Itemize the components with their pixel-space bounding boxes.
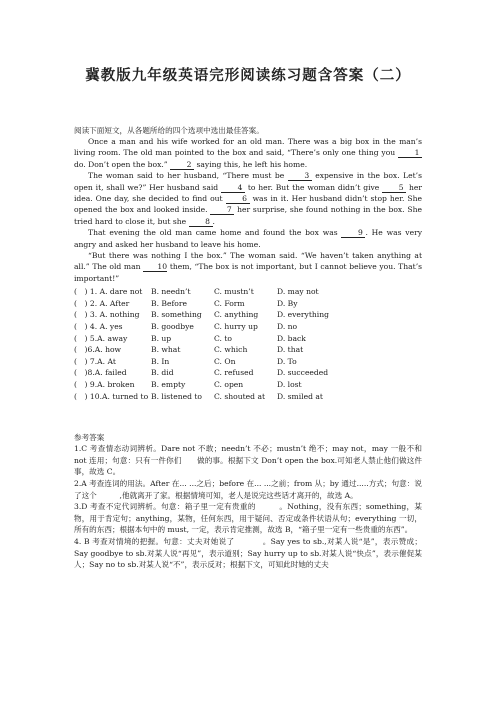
text: was in it. Her husband didn’t stop her. She opened the box and looked inside. xyxy=(74,194,422,215)
option-question: ( ) 4. A. yes xyxy=(74,322,123,332)
text: Once a man and his wife worked for an old man. There was a big box in the man’s living room. The old man pointed to the box and said, “There’s only one thing you xyxy=(74,137,422,158)
blank-7: 7 xyxy=(210,205,234,215)
option-row-6 xyxy=(74,344,422,356)
blank-9: 9 xyxy=(341,228,365,238)
option-d: D. lost xyxy=(277,380,302,390)
instruction: 阅读下面短文，从各题所给的四个选项中选出最佳答案。 xyxy=(74,126,264,135)
option-question: ( ) 9.A. broken xyxy=(74,380,135,390)
option-b: B. up xyxy=(151,333,172,343)
answer-3: 3.D 考查不定代词辨析。句意：箱子里一定有贵重的 。Nothing，没有东西；something，某物，用于肯定句；anything，某物，任何东西，用于疑问、否定或条件状语从句；everything 一切，所有的东西；根据本句中的 must, 一定，表示肯定推测，故选 B，“箱子里一定有一些贵重的东西”。 xyxy=(74,502,422,535)
option-d: D. everything xyxy=(277,310,329,320)
text: to her. But the woman didn’t give xyxy=(247,182,380,192)
option-row-1 xyxy=(74,286,422,298)
blank-1: 1 xyxy=(398,148,422,158)
option-c: C. On xyxy=(214,356,236,366)
option-question: ( ) 2. A. After xyxy=(74,298,130,308)
option-c: C. to xyxy=(214,333,232,343)
option-question: ( ) 7.A. At xyxy=(74,356,116,366)
option-c: C. hurry up xyxy=(214,322,258,332)
option-question: ( ) 5.A. away xyxy=(74,333,128,343)
option-row-2 xyxy=(74,298,422,310)
option-c: C. Form xyxy=(214,298,245,308)
text: ，表示赞成；Say goodbye to sb.对某人说“再见”，表示道别；Say hurry up to sb.对某人说“快点”，表示催促某人；Say no to sb.对某人说“不”，表示反对；根据下文，可知此时她的丈夫 xyxy=(74,536,423,570)
option-b: B. something xyxy=(151,310,202,320)
text: “But there was nothing I the box.” The woman said. “We haven’t taken anything at all.” The old man xyxy=(74,251,422,272)
option-row-9 xyxy=(74,379,422,391)
passage-paragraph-2 xyxy=(74,170,422,227)
option-d: D. back xyxy=(277,333,306,343)
option-c: C. shouted at xyxy=(214,391,266,401)
text: 4. B 考查对情境的把握。句意：丈夫对她说了 xyxy=(74,536,235,546)
blank-10: 10 xyxy=(143,262,167,272)
option-c: C. which xyxy=(214,345,248,355)
text: saying this, he left his home. xyxy=(196,159,308,169)
option-c: C. mustn’t xyxy=(214,287,254,297)
passage-paragraph-1 xyxy=(74,136,422,170)
option-d: D. may not xyxy=(277,287,319,297)
blank-6: 6 xyxy=(226,194,250,204)
option-c: C. refused xyxy=(214,368,254,378)
option-row-5 xyxy=(74,333,422,345)
option-row-3 xyxy=(74,309,422,321)
option-question: ( ) 3. A. nothing xyxy=(74,310,140,320)
passage-paragraph-3 xyxy=(74,227,422,250)
option-b: B. listened to xyxy=(151,391,202,401)
option-row-4 xyxy=(74,321,422,333)
option-row-8 xyxy=(74,367,422,379)
options-list xyxy=(74,286,422,402)
blank-2: 2 xyxy=(170,160,194,170)
passage-paragraph-4 xyxy=(74,250,422,284)
document-title: 冀教版九年级英语完形阅读练习题含答案（二） xyxy=(85,67,411,84)
answer-1: 1.C 考查情态动词辨析。Dare not 不敢；needn’t 不必；mustn’t 绝不；may not，may 一般不和 not 连用；句意：只有一件你们 做的事。根据下文 Don’t open the box.可知老人禁止他们做这件事，故选 C。 xyxy=(74,444,422,477)
blank-5: 5 xyxy=(382,183,406,193)
option-d: D. To xyxy=(277,356,297,366)
option-row-10 xyxy=(74,391,422,403)
option-question: ( ) 10.A. turned to xyxy=(74,391,149,401)
answer-2: 2.A 考查连词的用法。After 在... ...之后；before 在... ...之前；from 从；by 通过.....方式；句意：说了这个 ,他就离开了家。根据情境可知，老人是说完这些话才离开的，故选 A。 xyxy=(74,479,422,500)
text: . xyxy=(212,216,215,226)
option-d: D. By xyxy=(277,298,298,308)
option-b: B. Before xyxy=(151,298,187,308)
option-d: D. smiled at xyxy=(277,391,323,401)
text: her idea. One day, she decided to find out xyxy=(74,182,422,204)
text: 。Say yes to sb.,对某人说“是” xyxy=(262,536,375,546)
option-b: B. did xyxy=(151,368,174,378)
answers-heading: 参考答案 xyxy=(74,433,105,443)
text: them, “The box is not important, but I cannot believe you. That’s important!” xyxy=(74,262,423,283)
text: That evening the old man came home and found the box was xyxy=(88,228,338,238)
option-row-7 xyxy=(74,356,422,368)
option-b: B. goodbye xyxy=(151,322,194,332)
option-b: B. In xyxy=(151,356,170,366)
text: . He was very angry and asked her husband to leave his home. xyxy=(74,228,422,249)
option-b: B. needn’t xyxy=(151,287,191,297)
text: her surprise, she found nothing in the box. She tried hard to close it, but she xyxy=(74,205,422,226)
blank-3: 3 xyxy=(288,171,312,181)
text: expensive in the box. Let’s open it, shall we?” Her husband said xyxy=(74,171,422,192)
option-d: D. no xyxy=(277,322,298,332)
blank-8: 8 xyxy=(189,217,213,227)
blank-4: 4 xyxy=(221,183,245,193)
option-b: B. empty xyxy=(151,380,186,390)
option-question: ( )8.A. failed xyxy=(74,368,127,378)
text: The woman said to her husband, “There must be xyxy=(88,171,285,181)
text: do. Don’t open the box.” xyxy=(74,159,168,169)
option-d: D. that xyxy=(277,345,304,355)
option-b: B. what xyxy=(151,345,181,355)
option-c: C. anything xyxy=(214,310,259,320)
option-question: ( )6.A. how xyxy=(74,345,122,355)
answer-4 xyxy=(74,536,422,571)
option-d: D. succeeded xyxy=(277,368,329,378)
option-c: C. open xyxy=(214,380,244,390)
option-question: ( ) 1. A. dare not xyxy=(74,287,143,297)
